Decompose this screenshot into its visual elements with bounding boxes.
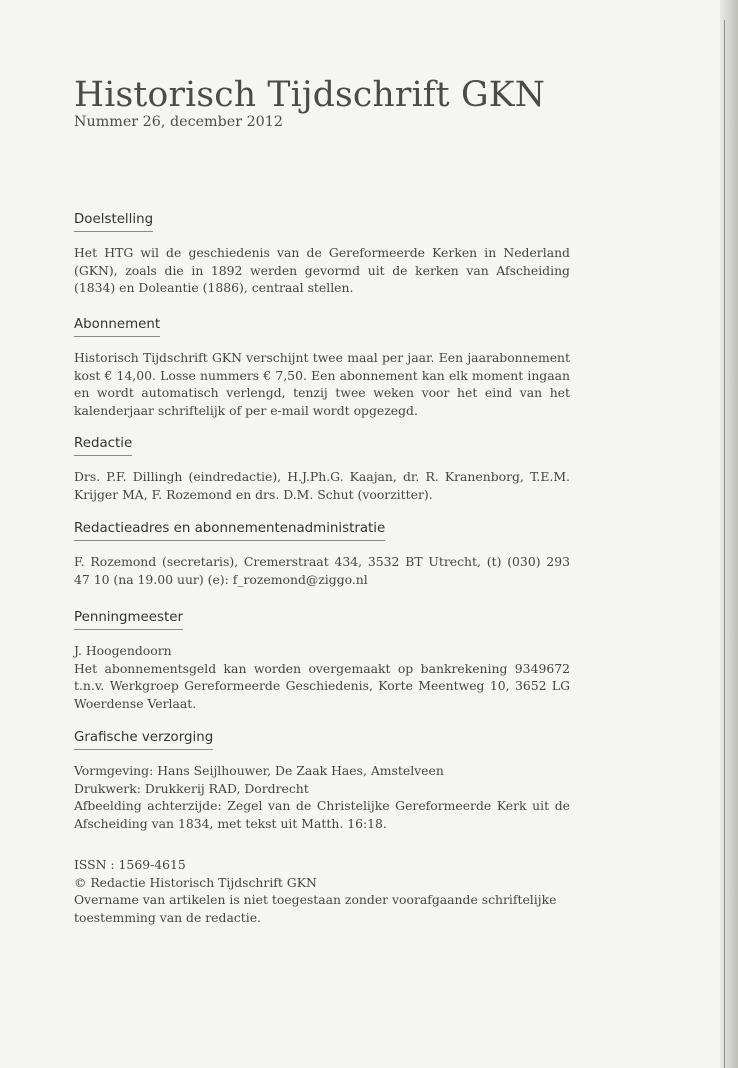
issn: ISSN : 1569-4615 <box>74 857 186 872</box>
section-redactieadres <box>74 517 570 588</box>
text-redactieadres: F. Rozemond (secretaris), Cremerstraat 434, 3532 BT Utrecht, (t) (030) 293 47 10 (na 19.00 uur) (e): f_rozemond@ziggo.nl <box>74 554 570 587</box>
page-edge-line <box>724 20 725 1068</box>
section-abonnement <box>74 313 570 419</box>
text-drukwerk: Drukwerk: Drukkerij RAD, Dordrecht <box>74 780 309 796</box>
heading-doelstelling: Doelstelling <box>74 212 153 232</box>
issue-line: Nummer 26, december 2012 <box>74 114 283 130</box>
text-redactie: Drs. P.F. Dillingh (eindredactie), H.J.Ph.G. Kaajan, dr. R. Kranenborg, T.E.M. Krijger MA, F. Rozemond en drs. D.M. Schut (voorzitter). <box>74 469 570 502</box>
journal-title: Historisch Tijdschrift GKN <box>74 75 546 115</box>
heading-grafische: Grafische verzorging <box>74 730 213 750</box>
text-abonnement: Historisch Tijdschrift GKN verschijnt twee maal per jaar. Een jaarabonnement kost € 14,00. Losse nummers € 7,50. Een abonnement kan elk moment ingaan en wordt automatisch verlengd, tenzij twee weken voor het eind van het kalenderjaar schriftelijk of per e-mail wordt opgezegd. <box>74 350 570 418</box>
text-penningmeester: Het abonnementsgeld kan worden overgemaakt op bankrekening 9349672 t.n.v. Werkgroep Gereformeerde Geschiedenis, Korte Meentweg 10, 3652 LG Woerdense Verlaat. <box>74 660 570 711</box>
text-penningmeester-name: J. Hoogendoorn <box>74 643 172 658</box>
heading-redactie: Redactie <box>74 436 132 456</box>
text-afbeelding: Afbeelding achterzijde: Zegel van de Christelijke Gereformeerde Kerk uit de Afscheiding van 1834, met tekst uit Matth. 16:18. <box>74 798 570 831</box>
page-edge <box>720 0 738 1068</box>
section-penningmeester <box>74 606 570 712</box>
heading-abonnement: Abonnement <box>74 317 160 337</box>
heading-penningmeester: Penningmeester <box>74 610 183 630</box>
section-grafische <box>74 726 570 832</box>
heading-redactieadres: Redactieadres en abonnementenadministratie <box>74 521 385 541</box>
section-doelstelling <box>74 208 570 297</box>
text-doelstelling: Het HTG wil de geschiedenis van de Gereformeerde Kerken in Nederland (GKN), zoals die in 1892 werden gevormd uit de kerken van Afscheiding (1834) en Doleantie (1886), centraal stellen. <box>74 245 570 296</box>
section-redactie <box>74 432 570 503</box>
colophon <box>74 75 570 925</box>
footer <box>74 856 570 926</box>
copyright: © Redactie Historisch Tijdschrift GKN <box>74 874 317 890</box>
text-vormgeving: Vormgeving: Hans Seijlhouwer, De Zaak Haes, Amstelveen <box>74 763 444 778</box>
reproduction-notice: Overname van artikelen is niet toegestaan zonder voorafgaande schriftelijke toestemming van de redactie. <box>74 892 557 925</box>
